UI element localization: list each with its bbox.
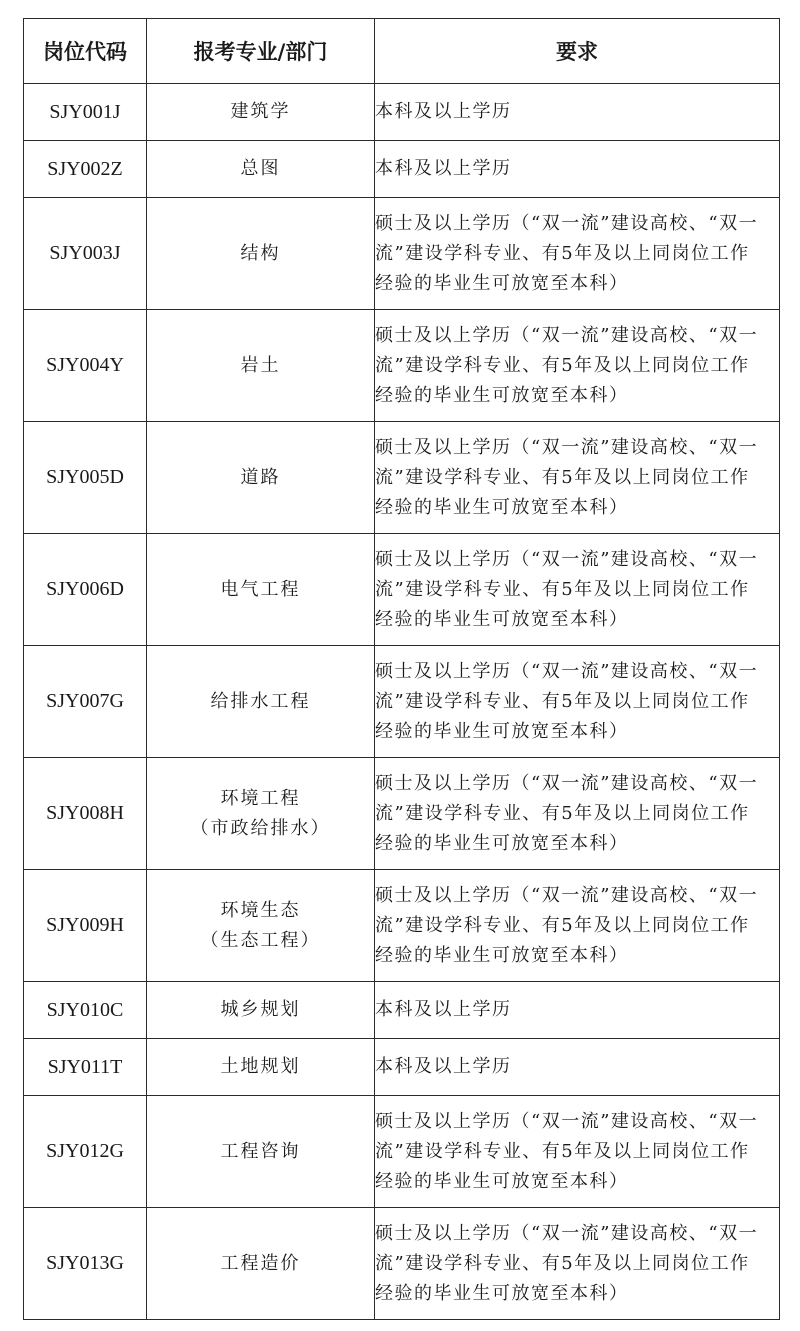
header-major-department: 报考专业/部门 <box>147 19 375 84</box>
requirement-cell <box>375 646 780 758</box>
requirement-cell <box>375 534 780 646</box>
position-code: SJY005D <box>24 422 147 534</box>
position-code: SJY010C <box>24 982 147 1039</box>
major-department-cell <box>147 1096 375 1208</box>
table-row <box>24 198 780 310</box>
requirement-line: 经验的毕业生可放宽至本科） <box>375 720 629 742</box>
header-position-code: 岗位代码 <box>24 19 147 84</box>
major-department-line: 总图 <box>240 158 281 179</box>
job-requirements-table <box>23 18 780 1320</box>
position-code: SJY003J <box>24 198 147 310</box>
position-code: SJY008H <box>24 758 147 870</box>
requirement-line: 流”建设学科专业、有5年及以上同岗位工作 <box>375 690 750 712</box>
table-row <box>24 870 780 982</box>
requirement-line: 流”建设学科专业、有5年及以上同岗位工作 <box>375 466 750 488</box>
major-department-line: 工程造价 <box>220 1252 301 1274</box>
requirement-line: 流”建设学科专业、有5年及以上同岗位工作 <box>375 354 750 376</box>
requirement-cell <box>375 1039 780 1096</box>
table-row <box>24 1039 780 1096</box>
table-row <box>24 534 780 646</box>
requirement-line: 本科及以上学历 <box>375 999 512 1020</box>
major-department-line: 土地规划 <box>220 1056 301 1077</box>
table-row <box>24 84 780 141</box>
position-code: SJY009H <box>24 870 147 982</box>
requirement-line: 本科及以上学历 <box>375 1056 512 1077</box>
requirement-cell <box>375 84 780 141</box>
requirement-line: 流”建设学科专业、有5年及以上同岗位工作 <box>375 914 750 936</box>
major-department-cell <box>147 84 375 141</box>
major-department-line: 给排水工程 <box>210 690 311 712</box>
position-code: SJY001J <box>24 84 147 141</box>
requirement-line: 经验的毕业生可放宽至本科） <box>375 384 629 406</box>
position-code: SJY013G <box>24 1208 147 1320</box>
major-department-line: 电气工程 <box>220 578 301 600</box>
table-row <box>24 758 780 870</box>
header-requirements: 要求 <box>375 19 780 84</box>
requirement-line: 经验的毕业生可放宽至本科） <box>375 944 629 966</box>
requirement-line: 经验的毕业生可放宽至本科） <box>375 1170 629 1192</box>
table-row <box>24 982 780 1039</box>
major-department-cell <box>147 870 375 982</box>
requirement-cell <box>375 982 780 1039</box>
requirement-line: 本科及以上学历 <box>375 101 512 122</box>
table-row <box>24 1208 780 1320</box>
requirement-cell <box>375 141 780 198</box>
requirement-line: 硕士及以上学历（“双一流”建设高校、“双一 <box>375 884 759 906</box>
requirement-line: 流”建设学科专业、有5年及以上同岗位工作 <box>375 578 750 600</box>
major-department-line: 环境生态 <box>220 899 301 921</box>
position-code: SJY002Z <box>24 141 147 198</box>
requirement-line: 硕士及以上学历（“双一流”建设高校、“双一 <box>375 212 759 234</box>
requirement-line: 经验的毕业生可放宽至本科） <box>375 496 629 518</box>
requirement-line: 硕士及以上学历（“双一流”建设高校、“双一 <box>375 772 759 794</box>
table-row <box>24 310 780 422</box>
requirement-line: 流”建设学科专业、有5年及以上同岗位工作 <box>375 1140 750 1162</box>
major-department-cell <box>147 310 375 422</box>
requirement-line: 硕士及以上学历（“双一流”建设高校、“双一 <box>375 324 759 346</box>
requirement-cell <box>375 1208 780 1320</box>
major-department-cell <box>147 982 375 1039</box>
major-department-cell <box>147 198 375 310</box>
major-department-line: 岩土 <box>240 354 281 376</box>
table-header-row <box>24 19 780 84</box>
requirement-line: 硕士及以上学历（“双一流”建设高校、“双一 <box>375 548 759 570</box>
major-department-line: （生态工程） <box>200 929 321 951</box>
requirement-line: 经验的毕业生可放宽至本科） <box>375 832 629 854</box>
position-code: SJY011T <box>24 1039 147 1096</box>
major-department-line: 结构 <box>240 242 281 264</box>
requirement-line: 经验的毕业生可放宽至本科） <box>375 1282 629 1304</box>
requirement-line: 本科及以上学历 <box>375 158 512 179</box>
requirement-line: 经验的毕业生可放宽至本科） <box>375 272 629 294</box>
major-department-cell <box>147 422 375 534</box>
major-department-cell <box>147 758 375 870</box>
requirement-line: 硕士及以上学历（“双一流”建设高校、“双一 <box>375 1110 759 1132</box>
major-department-cell <box>147 1208 375 1320</box>
table-row <box>24 1096 780 1208</box>
major-department-line: （市政给排水） <box>190 817 331 839</box>
requirement-line: 硕士及以上学历（“双一流”建设高校、“双一 <box>375 660 759 682</box>
major-department-line: 建筑学 <box>230 101 291 122</box>
requirement-line: 流”建设学科专业、有5年及以上同岗位工作 <box>375 802 750 824</box>
major-department-cell <box>147 534 375 646</box>
table-row <box>24 646 780 758</box>
major-department-cell <box>147 141 375 198</box>
table-row <box>24 422 780 534</box>
major-department-line: 城乡规划 <box>220 999 301 1020</box>
requirement-line: 流”建设学科专业、有5年及以上同岗位工作 <box>375 242 750 264</box>
requirement-line: 经验的毕业生可放宽至本科） <box>375 608 629 630</box>
position-code: SJY007G <box>24 646 147 758</box>
position-code: SJY004Y <box>24 310 147 422</box>
requirement-cell <box>375 758 780 870</box>
major-department-cell <box>147 1039 375 1096</box>
requirement-line: 硕士及以上学历（“双一流”建设高校、“双一 <box>375 436 759 458</box>
position-code: SJY012G <box>24 1096 147 1208</box>
major-department-line: 工程咨询 <box>220 1140 301 1162</box>
requirement-cell <box>375 310 780 422</box>
requirement-line: 流”建设学科专业、有5年及以上同岗位工作 <box>375 1252 750 1274</box>
requirement-cell <box>375 870 780 982</box>
major-department-line: 道路 <box>240 466 281 488</box>
major-department-line: 环境工程 <box>220 787 301 809</box>
requirement-cell <box>375 422 780 534</box>
position-code: SJY006D <box>24 534 147 646</box>
major-department-cell <box>147 646 375 758</box>
table-row <box>24 141 780 198</box>
requirement-cell <box>375 198 780 310</box>
requirement-cell <box>375 1096 780 1208</box>
requirement-line: 硕士及以上学历（“双一流”建设高校、“双一 <box>375 1222 759 1244</box>
